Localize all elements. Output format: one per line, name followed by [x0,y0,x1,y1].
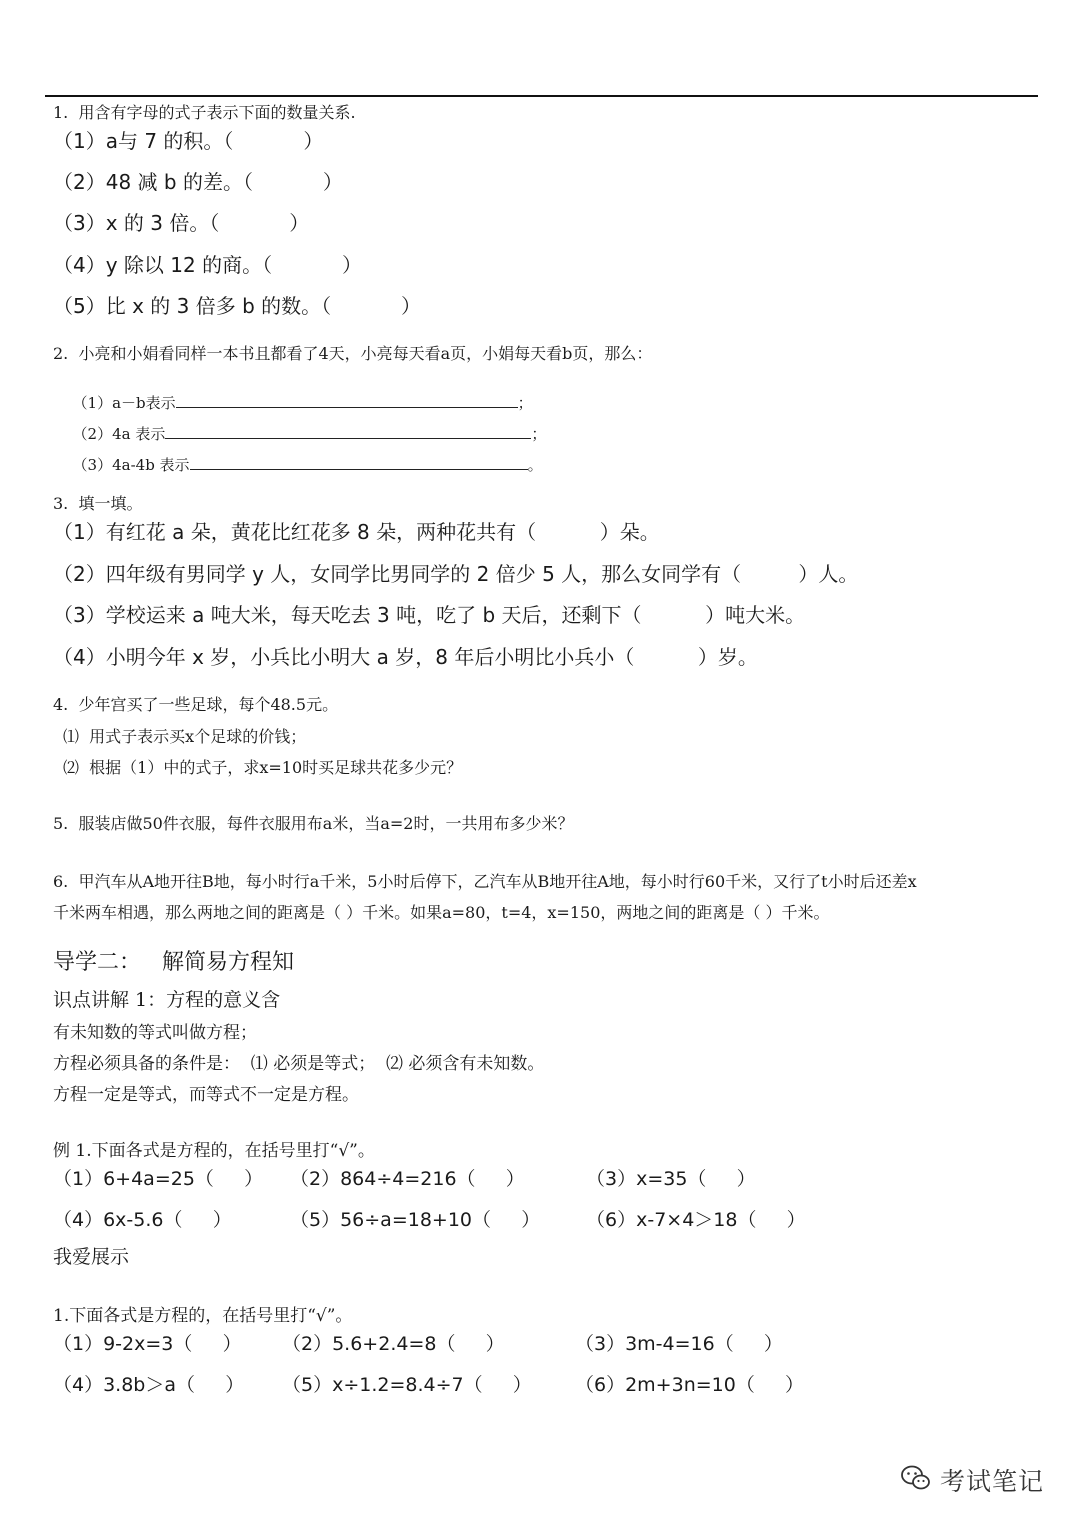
q2-item-3-label: （3）4a-4b 表示 [72,456,190,474]
q3-item-1: （1）有红花 a 朵，黄花比红花多 8 朵，两种花共有（ ）朵。 [53,520,660,544]
q2-title: 2. 小亮和小娟看同样一本书且都看了4天，小亮每天看a页，小娟每天看b页，那么： [53,344,653,363]
example1-item-2: （2）864÷4=216（ ） [290,1168,525,1190]
q2-item-1 [63,378,533,411]
section2-line-3: 方程一定是等式，而等式不一定是方程。 [53,1085,359,1105]
example1-item-3: （3）x=35（ ） [586,1168,756,1190]
answer-blank[interactable] [190,455,528,470]
example1-item-5: （5）56÷a=18+10（ ） [290,1209,541,1231]
q2-item-1-label: （1）a－b表示 [72,394,176,412]
q1-item-3: （3）x 的 3 倍。（ ） [53,211,310,235]
practice1-item-1: （1）9-2x=3（ ） [53,1333,242,1355]
show-title: 我爱展示 [53,1246,130,1268]
section2-line-2: 方程必须具备的条件是： ⑴ 必须是等式； ⑵ 必须含有未知数。 [53,1054,545,1074]
section2-sub: 识点讲解 1：方程的意义含 [53,989,281,1011]
q3-item-2: （2）四年级有男同学 y 人，女同学比男同学的 2 倍少 5 人，那么女同学有（ ）人。 [53,562,859,586]
q2-item-2-label: （2）4a 表示 [72,425,166,443]
example1-title: 例 1.下面各式是方程的，在括号里打“√”。 [53,1141,375,1161]
answer-blank[interactable] [165,424,531,439]
practice1-item-2: （2）5.6+2.4=8（ ） [282,1333,505,1355]
q3-item-4: （4）小明今年 x 岁，小兵比小明大 a 岁，8 年后小明比小兵小（ ）岁。 [53,645,758,669]
q1-item-5: （5）比 x 的 3 倍多 b 的数。（ ） [53,294,422,318]
q2-item-2-end: ； [531,425,547,443]
q4-item-2: ⑵ 根据（1）中的式子，求x=10时买足球共花多少元？ [63,758,463,777]
wechat-icon [900,1464,932,1496]
section2-heading: 导学二： 解简易方程知 [53,950,294,975]
q3-title: 3. 填一填。 [53,494,143,513]
section2-line-1: 有未知数的等式叫做方程； [53,1023,257,1043]
q2-item-1-end: ； [517,394,533,412]
practice1-title: 1.下面各式是方程的，在括号里打“√”。 [53,1306,353,1326]
q4-title: 4. 少年宫买了一些足球，每个48.5元。 [53,695,339,714]
q5-title: 5. 服装店做50件衣服，每件衣服用布a米，当a=2时，一共用布多少米？ [53,814,574,833]
q4-item-1: ⑴ 用式子表示买x个足球的价钱； [63,727,307,746]
watermark [900,1462,1044,1498]
practice1-item-6: （6）2m+3n=10（ ） [575,1374,805,1396]
example1-item-4: （4）6x-5.6（ ） [53,1209,232,1231]
q1-item-1: （1）a与 7 的积。（ ） [53,129,324,153]
q6-line-1: 6. 甲汽车从A地开往B地，每小时行a千米，5小时后停下，乙汽车从B地开往A地，每小时行60千米，又行了t小时后还差x [53,872,917,891]
q3-item-3: （3）学校运来 a 吨大米，每天吃去 3 吨，吃了 b 天后，还剩下（ ）吨大米。 [53,603,806,627]
q6-line-2: 千米两车相遇，那么两地之间的距离是（ ）千米。如果a=80，t=4，x=150，两地之间的距离是（ ）千米。 [53,903,830,922]
example1-item-1: （1）6+4a=25（ ） [53,1168,264,1190]
q1-title: 1. 用含有字母的式子表示下面的数量关系. [53,103,356,122]
q2-item-2 [63,409,546,442]
example1-item-6: （6）x-7×4＞18（ ） [586,1209,806,1231]
q2-item-3-end: 。 [527,456,543,474]
answer-blank[interactable] [176,393,518,408]
practice1-item-5: （5）x÷1.2=8.4÷7（ ） [282,1374,532,1396]
watermark-text: 考试笔记 [940,1467,1045,1496]
q1-item-2: （2）48 减 b 的差。（ ） [53,170,343,194]
practice1-item-3: （3）3m-4=16（ ） [575,1333,783,1355]
q1-item-4: （4）y 除以 12 的商。（ ） [53,253,363,277]
header-rule [45,95,1038,97]
practice1-item-4: （4）3.8b＞a（ ） [53,1374,245,1396]
q2-item-3 [63,440,543,473]
